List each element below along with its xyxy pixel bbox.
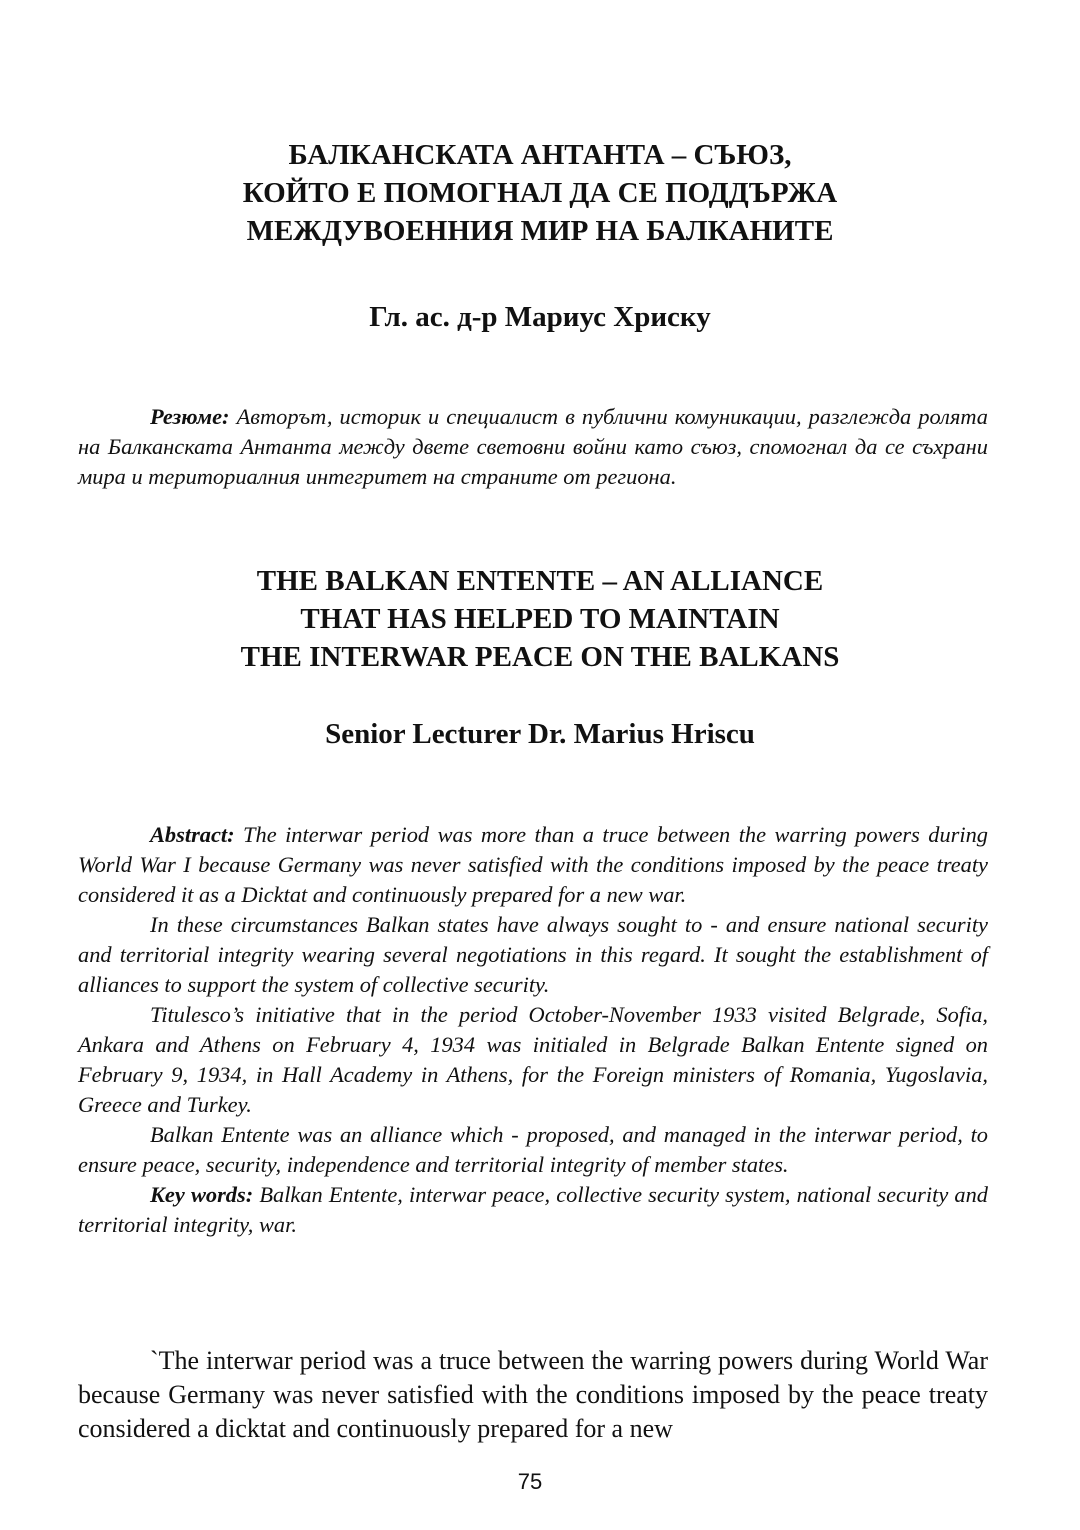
english-abstract-paragraph: In these circumstances Balkan states have always sought to - and ensure national security and territorial integrity wearing several negotiations in this regard. It sought the establishment of alliances to support the system of collective security.: [78, 912, 988, 997]
bulgarian-title-line: БАЛКАНСКАТА АНТАНТА – СЪЮЗ,: [288, 139, 792, 171]
abstract-text: The interwar period was more than a truce between the warring powers during World War I because Germany was never satisfied with the conditions imposed by the peace treaty considered it as a Dicktat and continuously prepared for a new war.: [78, 822, 988, 907]
abstract-label: Abstract:: [150, 822, 235, 847]
english-abstract-paragraph: Titulesco’s initiative that in the period October-November 1933 visited Belgrade, Sofia, Ankara and Athens on February 4, 1934 was initialed in Belgrade Balkan Entente signed on February 9, 1934, in Hall Academy in Athens, for the Foreign ministers of Romania, Yugoslavia, Greece and Turkey.: [78, 1002, 988, 1117]
page-number: 75: [517, 1469, 543, 1494]
bulgarian-title-line: КОЙТО Е ПОМОГНАЛ ДА СЕ ПОДДЪРЖА: [242, 177, 838, 209]
bulgarian-author: Гл. ас. д-р Мариус Хриску: [369, 301, 711, 333]
english-title: [100, 562, 980, 676]
bulgarian-abstract-paragraph: [78, 402, 988, 492]
body-text: [78, 1344, 988, 1446]
bulgarian-title: [100, 136, 980, 250]
english-abstract: [78, 820, 988, 1240]
english-title-line: THE INTERWAR PEACE ON THE BALKANS: [240, 641, 840, 673]
keywords-text: Balkan Entente, interwar peace, collective security system, national security and territorial integrity, war.: [78, 1182, 988, 1237]
bulgarian-abstract: [78, 402, 988, 492]
bulgarian-title-line: МЕЖДУВОЕННИЯ МИР НА БАЛКАНИТЕ: [246, 215, 834, 247]
english-title-line: THE BALKAN ENTENTE – AN ALLIANCE: [256, 565, 824, 597]
keywords-label: Key words:: [150, 1182, 254, 1207]
abstract-label: Резюме:: [150, 404, 230, 429]
body-paragraph: `The interwar period was a truce between the warring powers during World War because Germany was never satisfied with the conditions imposed by the peace treaty considered a dicktat and continuously prepared for a new: [78, 1346, 988, 1443]
keywords-paragraph: [78, 1180, 988, 1240]
english-author: Senior Lecturer Dr. Marius Hriscu: [325, 718, 755, 750]
abstract-text: Авторът, историк и специалист в публични комуникации, разглежда ролята на Балканската Антанта между двете световни войни като съюз, спомогнал да се съхрани мира и териториалния интегритет на страните от региона.: [78, 404, 988, 489]
english-abstract-paragraph: Balkan Entente was an alliance which - proposed, and managed in the interwar period, to ensure peace, security, independence and territorial integrity of member states.: [78, 1122, 988, 1177]
english-title-line: THAT HAS HELPED TO MAINTAIN: [300, 603, 780, 635]
english-abstract-paragraph: [78, 820, 988, 910]
